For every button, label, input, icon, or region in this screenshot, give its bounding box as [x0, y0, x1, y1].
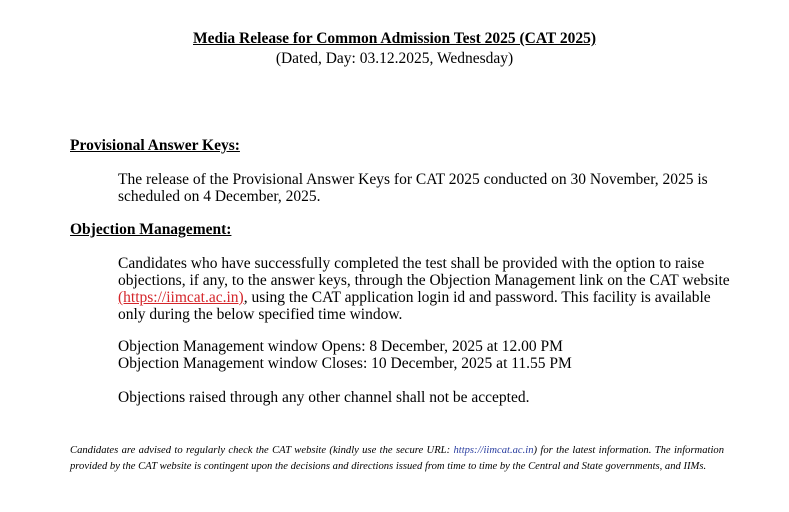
window-closes-line: Objection Management window Closes: 10 December, 2025 at 11.55 PM — [118, 355, 572, 372]
answer-keys-heading: Provisional Answer Keys: — [70, 137, 240, 154]
cat-website-link[interactable]: (https://iimcat.ac.in) — [118, 289, 244, 306]
objection-paragraph — [118, 255, 736, 323]
answer-keys-paragraph: The release of the Provisional Answer Keys for CAT 2025 conducted on 30 November, 2025 is scheduled on 4 December, 2025. — [118, 171, 708, 205]
footer-note — [70, 443, 724, 474]
objection-heading: Objection Management: — [70, 221, 232, 238]
objection-note: Objections raised through any other channel shall not be accepted. — [118, 389, 530, 406]
objection-text-end: , using the CAT application login id and password. This facility is available only during the below specified time window. — [118, 289, 711, 323]
objection-text-start: Candidates who have successfully completed the test shall be provided with the option to raise objections, if any, to the answer keys, through the Objection Management link on the CAT website — [118, 255, 730, 289]
footer-text-start: Candidates are advised to regularly check the CAT website (kindly use the secure URL: — [70, 445, 454, 456]
date-line: (Dated, Day: 03.12.2025, Wednesday) — [275, 50, 514, 67]
page-title: Media Release for Common Admission Test 2025 (CAT 2025) — [193, 30, 596, 47]
footer-disclaimer: The information provided by the CAT website is contingent upon the decisions and directions issued from time to time by the Central and State governments, and IIMs. — [70, 445, 724, 472]
footer-url-link[interactable]: https://iimcat.ac.in — [453, 445, 534, 456]
window-opens-line: Objection Management window Opens: 8 December, 2025 at 12.00 PM — [118, 338, 563, 355]
footer-text-end: ) for the latest information. — [533, 445, 652, 456]
